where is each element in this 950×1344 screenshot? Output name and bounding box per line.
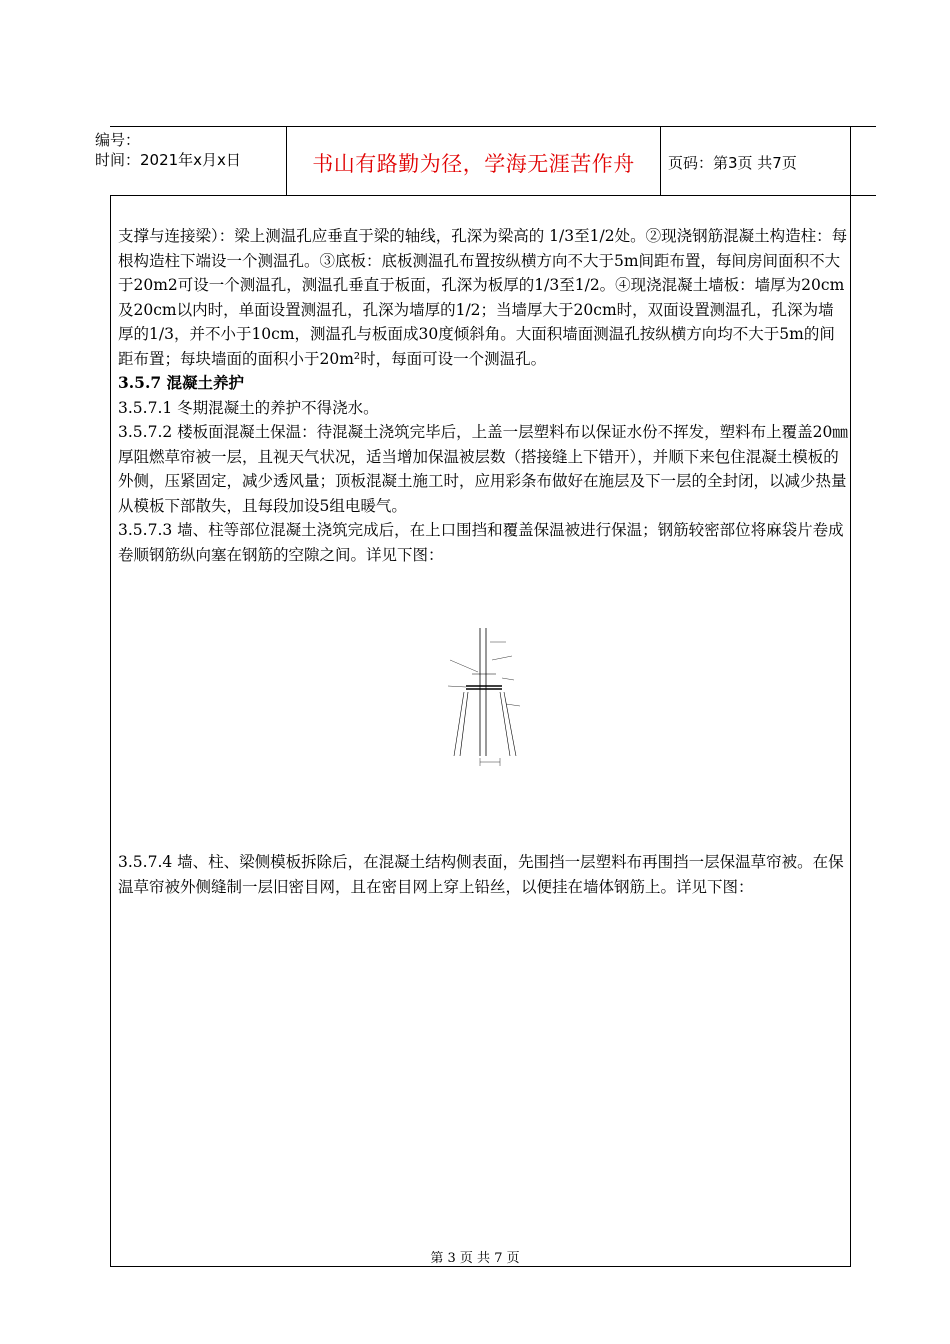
frame-right-border [850, 195, 851, 1267]
page-footer: 第 3 页 共 7 页 [430, 1251, 520, 1266]
document-time-label: 时间：2021年x月x日 [95, 151, 241, 169]
paragraph-temperature-holes: 支撑与连接梁）：梁上测温孔应垂直于梁的轴线，孔深为梁高的 1/3至1/2处。②现浇钢筋混凝土构造柱：每根构造柱下端设一个测温孔。③底板：底板测温孔布置按纵横方向不大于5m间距布置，每间房间面积不大于20m2可设一个测温孔，测温孔垂直于板面，孔深为板厚的1/3至1/2。④现浇混凝土墙板：墙厚为20cm及20cm以内时，单面设置测温孔，孔深为墙厚的1/2；当墙厚大于20cm时，双面设置测温孔，孔深为墙厚的1/3，并不小于10cm，测温孔与板面成30度倾斜角。大面积墙面测温孔按纵横方向均不大于5m的间距布置；每块墙面的面积小于20m²时，每面可设一个测温孔。 [118, 227, 848, 368]
content-lower [118, 850, 848, 899]
paragraph-3573: 3.5.7.3 墙、柱等部位混凝土浇筑完成后，在上口围挡和覆盖保温被进行保温；钢筋较密部位将麻袋片卷成卷顺钢筋纵向塞在钢筋的空隙之间。详见下图： [118, 521, 844, 564]
header-divider-2 [660, 126, 661, 196]
header-top-border [110, 126, 876, 127]
paragraph-3574: 3.5.7.4 墙、柱、梁侧模板拆除后，在混凝土结构侧表面，先围挡一层塑料布再围挡一层保温草帘被。在保温草帘被外侧缝制一层旧密目网，且在密目网上穿上铅丝，以便挂在墙体钢筋上。详见下图： [118, 853, 844, 896]
header-motto: 书山有路勤为径，学海无涯苦作舟 [312, 152, 635, 176]
wall-insulation-diagram [440, 628, 540, 768]
content-upper [118, 224, 848, 567]
header-page-label: 页码：第3页 共7页 [668, 154, 797, 172]
section-heading-curing: 3.5.7 混凝土养护 [118, 373, 245, 392]
paragraph-3571: 3.5.7.1 冬期混凝土的养护不得浇水。 [118, 398, 379, 417]
paragraph-3572: 3.5.7.2 楼板面混凝土保温：待混凝土浇筑完毕后，上盖一层塑料布以保证水份不挥发，塑料布上覆盖20㎜厚阻燃草帘被一层，且视天气状况，适当增加保温被层数（搭接缝上下错开），并顺下来包住混凝土模板的外侧，压紧固定，减少透风量；顶板混凝土施工时，应用彩条布做好在施层及下一层的全封闭，以减少热量从模板下部散失，且每段加设5组电暖气。 [118, 423, 848, 515]
frame-left-border [110, 195, 111, 1267]
frame-bottom-border [110, 1266, 851, 1267]
document-code-label: 编号： [95, 131, 141, 149]
header-bottom-border [110, 195, 876, 196]
header-divider-3 [850, 126, 851, 196]
